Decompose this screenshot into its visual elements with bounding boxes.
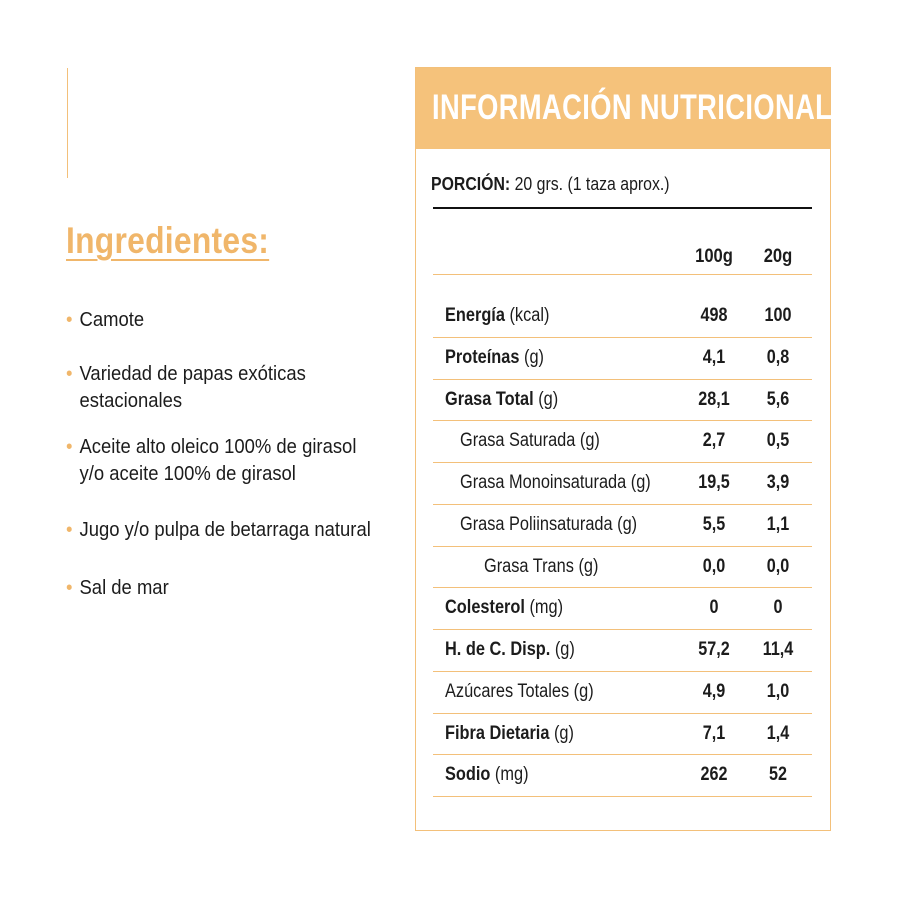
value-100g: 262 (700, 764, 728, 786)
row-divider (433, 587, 812, 588)
value-100g: 28,1 (698, 388, 730, 410)
value-100g: 0 (709, 597, 719, 619)
value-20g: 0 (773, 597, 783, 619)
value-100g: 7,1 (702, 722, 726, 744)
row-divider (433, 754, 812, 755)
value-20g: 1,0 (766, 680, 790, 702)
row-divider (433, 462, 812, 463)
nutrient-name: Fibra Dietaria (445, 722, 550, 744)
ingredient-text: Jugo y/o pulpa de betarraga natural (79, 518, 371, 541)
row-divider (433, 713, 812, 714)
nutrition-row (416, 713, 830, 754)
row-divider (433, 629, 812, 630)
nutrition-row (416, 504, 830, 545)
bullet-icon: • (66, 435, 73, 458)
nutrient-unit: (g) (524, 346, 544, 368)
nutrient-label (460, 514, 637, 536)
nutrient-label (445, 597, 563, 619)
nutrient-unit: Grasa Saturada (g) (460, 430, 600, 452)
ingredient-text: Camote (79, 308, 145, 331)
nutrition-row (416, 671, 830, 712)
nutrient-unit: (g) (554, 639, 575, 660)
nutrient-unit: (mg) (494, 764, 529, 786)
nutrient-unit: Grasa Poliinsaturada (g) (460, 513, 638, 535)
nutrition-row (416, 754, 830, 795)
bullet-icon: • (66, 308, 73, 331)
nutrient-unit: (mg) (529, 597, 564, 619)
nutrition-title: INFORMACIÓN NUTRICIONAL (432, 88, 833, 127)
nutrition-row (416, 629, 830, 670)
nutrient-name: Energía (445, 305, 505, 326)
nutrient-label (445, 764, 529, 786)
value-20g: 100 (764, 305, 792, 326)
portion-label: PORCIÓN: (431, 174, 511, 194)
bullet-icon: • (66, 576, 73, 599)
row-divider (433, 274, 812, 275)
value-20g: 1,1 (766, 513, 790, 535)
nutrient-name: Grasa Total (445, 388, 534, 410)
row-divider (433, 796, 812, 797)
ingredient-item (66, 433, 377, 487)
nutrient-label (460, 472, 651, 494)
nutrient-unit: (g) (553, 722, 574, 744)
value-20g: 1,4 (766, 722, 790, 744)
nutrition-row (416, 546, 830, 587)
row-divider (433, 379, 812, 380)
ingredient-item (66, 306, 377, 333)
nutrition-row (416, 462, 830, 503)
nutrient-unit: (g) (538, 388, 559, 410)
nutrient-label (445, 305, 549, 327)
portion-line (431, 174, 670, 195)
ingredient-text: Variedad de papas exóticas estacionales (79, 362, 306, 412)
nutrient-unit: Grasa Trans (g) (484, 555, 599, 577)
nutrient-label (445, 639, 575, 661)
ingredient-text: Aceite alto oleico 100% de girasol y/o aceite 100% de girasol (79, 435, 357, 485)
nutrient-label (460, 430, 600, 452)
nutrient-name: Sodio (445, 764, 491, 786)
nutrient-label (445, 681, 594, 703)
nutrition-row (416, 379, 830, 420)
ingredient-item (66, 516, 377, 543)
value-20g: 0,5 (766, 430, 790, 452)
row-divider (433, 420, 812, 421)
value-100g: 2,7 (702, 430, 726, 452)
nutrition-row (416, 587, 830, 628)
decorative-vertical-line (67, 68, 68, 178)
nutrient-label (445, 389, 558, 411)
nutrient-label (445, 723, 574, 745)
bullet-icon: • (66, 362, 73, 385)
value-100g: 4,1 (702, 346, 726, 368)
nutrient-name: H. de C. Disp. (445, 639, 551, 660)
row-divider (433, 504, 812, 505)
value-100g: 5,5 (702, 513, 726, 535)
row-divider (433, 546, 812, 547)
ingredients-title: Ingredientes: (66, 220, 270, 261)
portion-rule (433, 207, 812, 209)
value-20g: 0,8 (766, 346, 790, 368)
nutrient-label (445, 347, 544, 369)
value-100g: 0,0 (702, 555, 726, 577)
nutrition-row (416, 337, 830, 378)
nutrient-label (484, 556, 598, 578)
nutrition-header (416, 68, 833, 149)
row-divider (433, 671, 812, 672)
value-100g: 19,5 (698, 472, 730, 493)
portion-value: 20 grs. (1 taza aprox.) (514, 174, 670, 194)
nutrient-unit: Azúcares Totales (g) (445, 680, 594, 702)
nutrient-name: Colesterol (445, 597, 525, 619)
value-100g: 498 (700, 305, 728, 326)
value-20g: 11,4 (762, 639, 794, 660)
row-divider (433, 337, 812, 338)
value-20g: 5,6 (766, 388, 790, 410)
value-20g: 0,0 (766, 555, 790, 577)
value-20g: 3,9 (766, 472, 790, 493)
nutrition-row (416, 420, 830, 461)
column-header-100g: 100g (695, 245, 733, 267)
ingredient-text: Sal de mar (79, 576, 169, 599)
nutrient-unit: (kcal) (509, 305, 550, 326)
bullet-icon: • (66, 518, 73, 541)
ingredient-item (66, 360, 377, 414)
nutrient-unit: Grasa Monoinsaturada (g) (460, 472, 651, 493)
nutrition-panel (415, 67, 831, 831)
value-100g: 57,2 (698, 639, 730, 660)
value-20g: 52 (769, 764, 787, 786)
nutrient-name: Proteínas (445, 346, 520, 368)
nutrition-row (416, 295, 830, 336)
value-100g: 4,9 (702, 680, 726, 702)
ingredient-item (66, 574, 377, 601)
column-header-20g: 20g (763, 245, 793, 267)
